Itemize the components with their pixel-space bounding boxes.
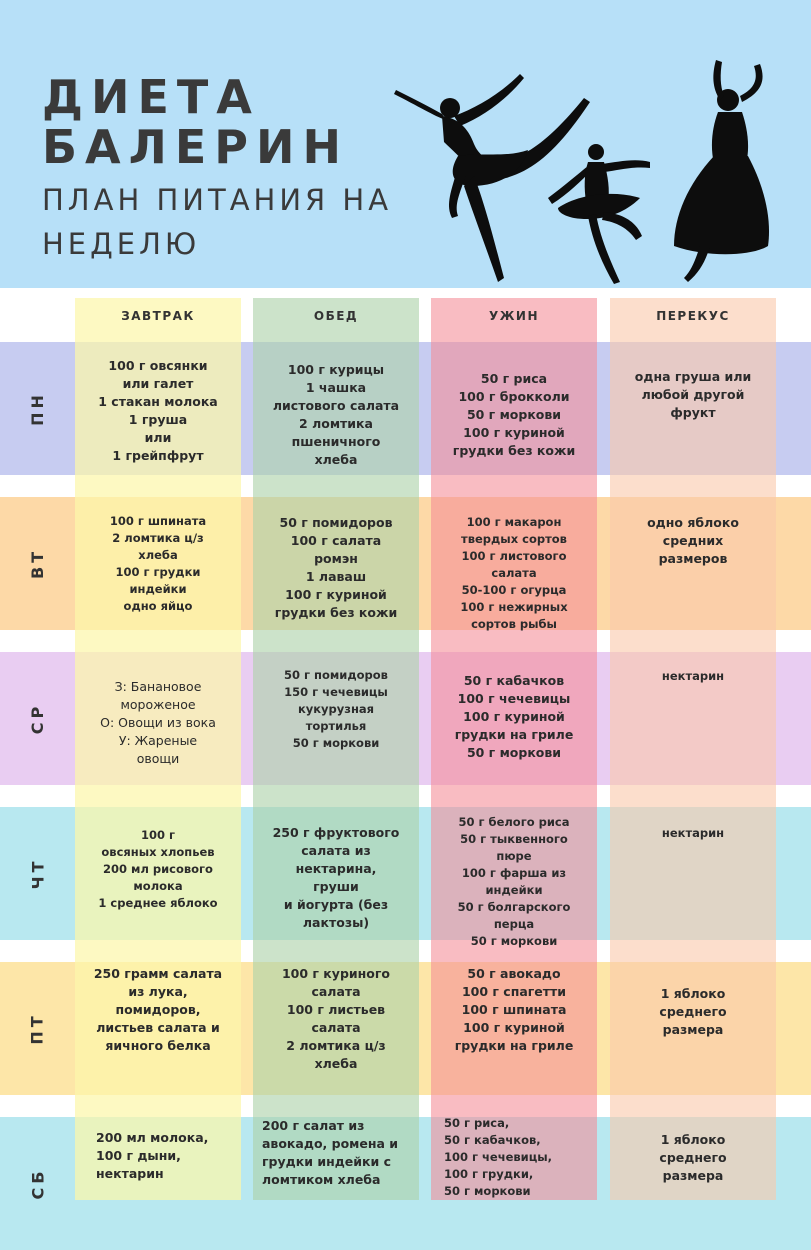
meal-cell-fri-lunch: 100 г куриного салата 100 г листьев салата 2 ломтика ц/з хлеба xyxy=(281,966,390,1071)
ballerina-romantic-icon xyxy=(674,60,769,282)
meal-cell-wed-lunch: 50 г помидоров 150 г чечевицы кукурузная тортилья 50 г моркови xyxy=(284,668,388,750)
meal-cell-fri-breakfast: 250 грамм салата из лука, помидоров, листьев салата и яичного белка xyxy=(93,966,223,1053)
meal-cell-mon-breakfast: 100 г овсянки или галет 1 стакан молока 1 груша или 1 грейпфрут xyxy=(98,358,218,463)
ballerina-tutu-icon xyxy=(548,144,650,284)
day-text: СР xyxy=(28,702,47,735)
ballerinas-silhouette-icon xyxy=(388,46,788,290)
meal-cell-mon-lunch: 100 г курицы 1 чашка листового салата 2 ломтика пшеничного хлеба xyxy=(272,362,400,467)
day-label-thursday xyxy=(0,807,75,940)
meal-cell-thu-snack: нектарин xyxy=(661,826,725,840)
column-header-breakfast: ЗАВТРАК xyxy=(121,309,195,323)
day-label-monday xyxy=(0,342,75,475)
meal-cell-tue-lunch: 50 г помидоров 100 г салата ромэн 1 лаваш 100 г куриной грудки без кожи xyxy=(274,515,398,620)
page-subtitle: ПЛАН ПИТАНИЯ НА НЕДЕЛЮ xyxy=(42,183,393,261)
page-title xyxy=(42,72,349,172)
meal-cell-sat-snack: 1 яблоко среднего размера xyxy=(659,1132,727,1183)
meal-cell-mon-snack: одна груша или любой другой фрукт xyxy=(634,369,752,420)
header-banner xyxy=(0,0,811,288)
meal-cell-sat-lunch: 200 г салат из авокадо, ромена и грудки индейки с ломтиком хлеба xyxy=(262,1118,399,1187)
meal-cell-wed-dinner: 50 г кабачков 100 г чечевицы 100 г куриной грудки на гриле 50 г моркови xyxy=(454,673,574,760)
meal-cell-thu-lunch: 250 г фруктового салата из нектарина, груши и йогурта (без лактозы) xyxy=(272,825,400,930)
meal-cell-wed-breakfast: З: Банановое мороженое О: Овощи из вока У: Жареные овощи xyxy=(100,679,216,766)
column-header-lunch: ОБЕД xyxy=(313,309,359,323)
meal-cell-tue-dinner: 100 г макарон твердых сортов 100 г листового салата 50-100 г огурца 100 г нежирных сортов рыбы xyxy=(460,515,568,631)
day-label-wednesday xyxy=(0,652,75,785)
meal-cell-sat-breakfast: 200 мл молока, 100 г дыни, нектарин xyxy=(96,1130,209,1181)
day-text: СБ xyxy=(28,1167,47,1200)
title-line-1: ДИЕТА xyxy=(42,70,260,124)
meal-cell-sat-dinner: 50 г риса, 50 г кабачков, 100 г чечевицы, 100 г грудки, 50 г моркови xyxy=(444,1116,553,1198)
column-header-dinner: УЖИН xyxy=(488,309,540,323)
day-label-saturday xyxy=(0,1117,75,1250)
day-label-tuesday xyxy=(0,497,75,630)
day-text: ЧТ xyxy=(28,857,47,890)
meal-cell-thu-breakfast: 100 г овсяных хлопьев 200 мл рисового молока 1 среднее яблоко xyxy=(98,828,218,910)
day-text: ВТ xyxy=(27,547,47,580)
meal-cell-thu-dinner: 50 г белого риса 50 г тыквенного пюре 100 г фарша из индейки 50 г болгарского перца 50 г моркови xyxy=(457,815,571,948)
column-header-snack: ПЕРЕКУС xyxy=(656,309,730,323)
day-text: ПТ xyxy=(28,1012,47,1045)
meal-cell-tue-breakfast: 100 г шпината 2 ломтика ц/з хлеба 100 г грудки индейки одно яйцо xyxy=(109,514,207,613)
column-snack xyxy=(610,298,776,1200)
meal-cell-wed-snack: нектарин xyxy=(661,669,725,683)
ballerina-arabesque-icon xyxy=(394,74,590,282)
title-line-2: БАЛЕРИН xyxy=(42,120,350,174)
day-text: ПН xyxy=(28,391,47,426)
meal-cell-fri-snack: 1 яблоко среднего размера xyxy=(659,986,727,1037)
day-label-friday xyxy=(0,962,75,1095)
meal-cell-fri-dinner: 50 г авокадо 100 г спагетти 100 г шпината 100 г куриной грудки на гриле xyxy=(454,966,574,1053)
meal-cell-mon-dinner: 50 г риса 100 г брокколи 50 г моркови 100 г куриной грудки без кожи xyxy=(452,371,576,458)
meal-cell-tue-snack: одно яблоко средних размеров xyxy=(647,515,739,566)
